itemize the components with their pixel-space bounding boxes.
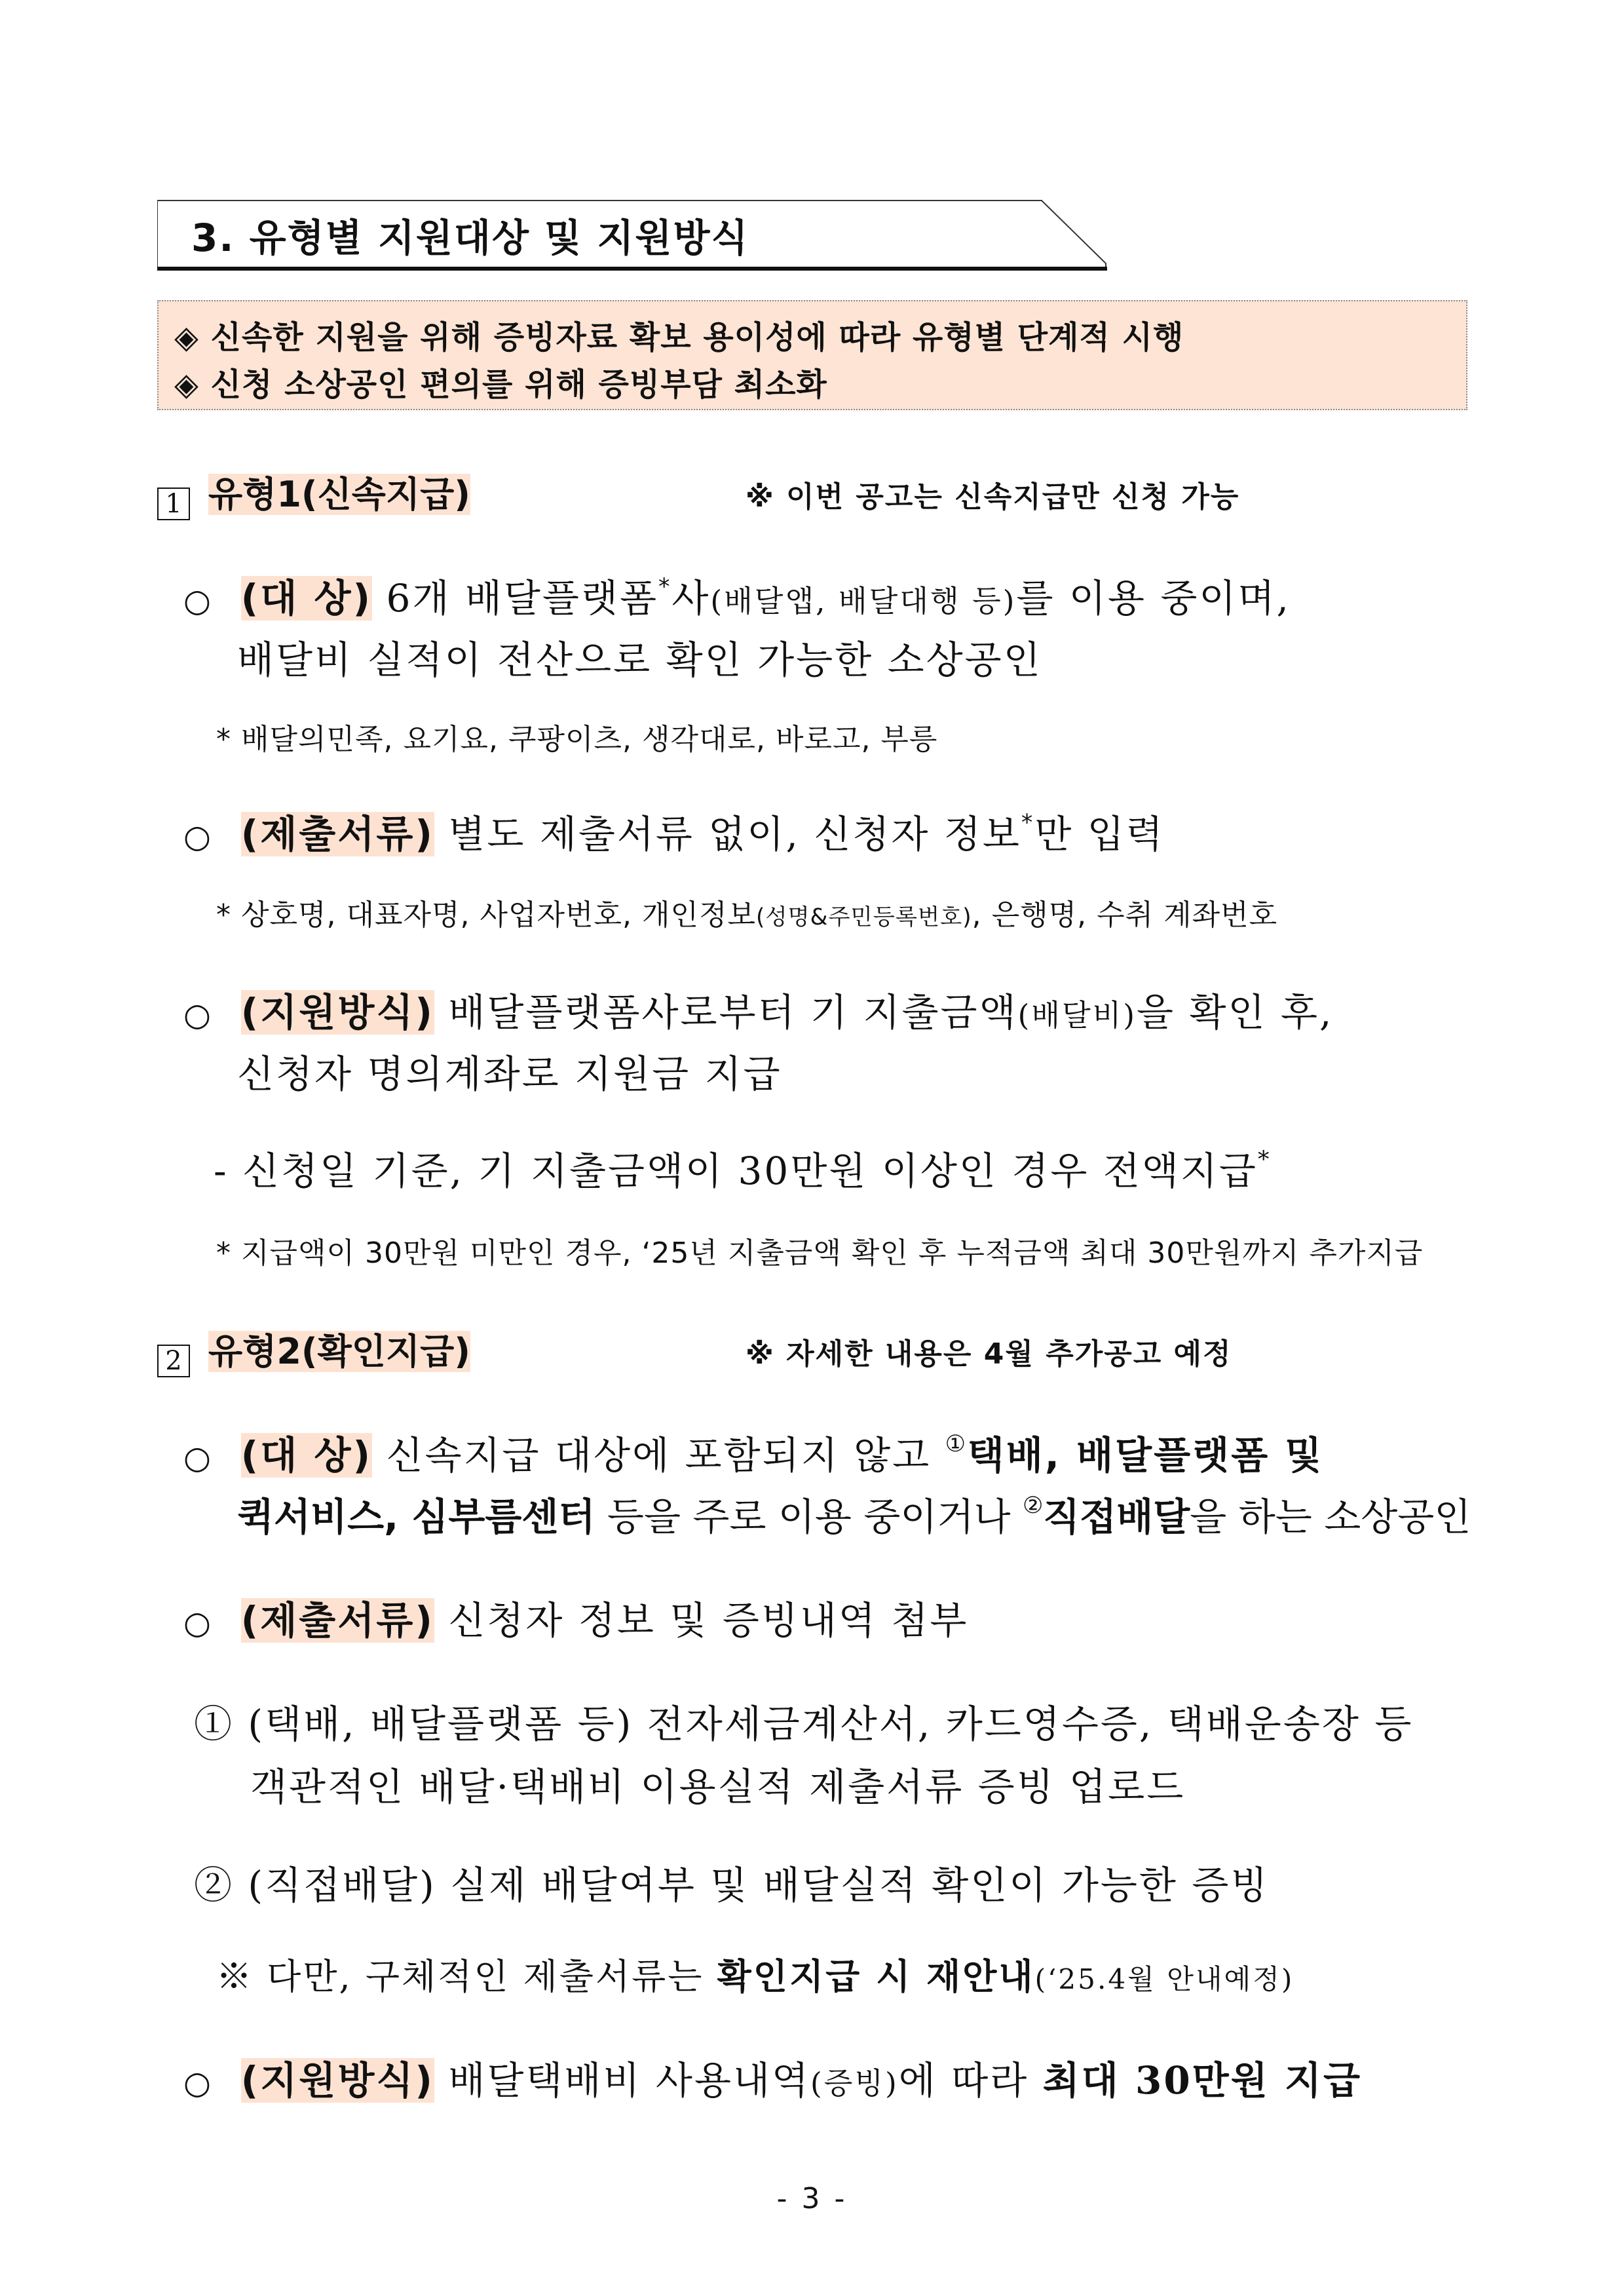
type2-item1-line1 [194,1693,1413,1748]
type2-item2-b: 실제 배달여부 및 배달실적 확인 [450,1863,1010,1907]
type1-heading: 유형1(신속지급) [208,474,470,515]
type1-docs-sup: * [1021,810,1035,837]
type1-target-footnote: * 배달의민족, 요기요, 쿠팡이츠, 생각대로, 바로고, 부릉 [216,723,938,756]
type1-target-b: 사 [671,576,711,621]
type2-method-c: 에 따라 [898,2058,1029,2103]
type2-item2-line [194,1854,1269,1909]
type2-docs-label: (제출서류) [240,1598,434,1643]
type2-method-d: 최대 30만원 지급 [1042,2058,1362,2103]
type2-circ1: ① [945,1431,968,1458]
type2-target-line2-c: 직접배달 [1043,1495,1190,1539]
type1-note: ※ 이번 공고는 신속지급만 신청 가능 [746,480,1240,514]
type2-notice-a: ※ 다만, 구체적인 제출서류는 [216,1956,704,1997]
type2-target-line2-b: 등을 주로 이용 중이거나 [607,1495,1011,1539]
bullet: ○ [183,818,213,855]
type1-method-line2: 신청자 명의계좌로 지원금 지급 [237,1052,782,1096]
type1-target-a: 6개 배달플랫폼 [386,576,658,621]
type2-item1-line2: 객관적인 배달·택배비 이용실적 제출서류 증빙 업로드 [250,1765,1186,1809]
type2-notice-c: (‘25.4월 안내예정) [1034,1963,1294,1995]
type2-target-b: 택배, 배달플랫폼 및 [967,1433,1324,1478]
type1-docs-b: 만 입력 [1034,812,1165,856]
type2-heading: 유형2(확인지급) [208,1331,470,1372]
type1-docs-a: 별도 제출서류 없이, 신청자 정보 [448,812,1021,856]
type2-item1-b: 전자세금계산서, 카드영수증, 택배운송장 등 [647,1702,1414,1746]
summary-box [157,300,1467,410]
type1-target-sup: * [658,574,672,601]
type1-dash-sup: * [1257,1147,1272,1174]
type1-target-line2: 배달비 실적이 전산으로 확인 가능한 소상공인 [237,638,1042,682]
section-title: 3. 유형별 지원대상 및 지원방식 [191,216,749,260]
type1-docs-footnote-b: (성명&주민등록번호) [755,904,972,930]
type1-target-line1 [183,567,1291,622]
type2-item2-c: 이 가능한 증빙 [1009,1863,1270,1907]
type1-docs-footnote-a: * 상호명, 대표자명, 사업자번호, 개인정보 [216,898,756,932]
type1-method-a: 배달플랫폼사로부터 기 지출금액 [448,990,1018,1035]
type1-docs-line [183,803,1165,858]
bullet: ○ [183,997,213,1033]
type2-item1-a: ① (택배, 배달플랫폼 등) [194,1702,633,1746]
type2-method-line [183,2050,1362,2105]
summary-line-2: ◈ 신청 소상공인 편의를 위해 증빙부담 최소화 [174,366,827,403]
summary-line-1: ◈ 신속한 지원을 위해 증빙자료 확보 용이성에 따라 유형별 단계적 시행 [174,319,1184,356]
bullet: ○ [183,2065,213,2101]
type1-target-label: (대 상) [240,576,373,621]
bullet: ○ [183,583,213,619]
type2-method-a: 배달택배비 사용내역 [448,2058,811,2103]
page-number: - 3 - [776,2182,848,2215]
type1-docs-footnote-c: , 은행명, 수취 계좌번호 [972,898,1278,932]
type1-dash-line [214,1140,1271,1195]
type2-target-a: 신속지급 대상에 포함되지 않고 [386,1433,932,1478]
type2-target-line2 [237,1486,1471,1541]
type2-item2-a: ② (직접배달) [194,1863,436,1907]
type2-method-b: (증빙) [810,2066,899,2101]
type1-docs-footnote [216,891,1277,933]
bullet: ○ [183,1440,213,1476]
type1-docs-label: (제출서류) [240,812,434,856]
type1-dash-footnote: * 지급액이 30만원 미만인 경우, ‘25년 지출금액 확인 후 누적금액 최대 30만원까지 추가지급 [216,1236,1424,1270]
type2-number-box: 2 [157,1345,190,1377]
type1-target-c: (배달앱, 배달대행 등) [710,584,1017,619]
type1-method-label: (지원방식) [240,990,434,1035]
section-title-tab [157,194,1120,274]
type2-method-label: (지원방식) [240,2058,434,2103]
type2-notice-b: 확인지급 시 재안내 [717,1956,1035,1997]
type2-circ2: ② [1022,1493,1044,1520]
type1-method-line1 [183,982,1333,1037]
type1-method-b: (배달비) [1017,998,1137,1033]
bullet: ○ [183,1605,213,1641]
type2-target-line2-a: 퀵서비스, 심부름센터 [237,1495,595,1539]
type1-target-d: 를 이용 중이며, [1016,576,1291,621]
type2-target-line1 [183,1425,1323,1480]
type2-target-label: (대 상) [240,1433,373,1478]
type2-note: ※ 자세한 내용은 4월 추가공고 예정 [746,1337,1232,1371]
type2-docs-line [183,1590,968,1645]
type2-heading-row [157,1324,470,1377]
type2-notice-line [216,1949,1294,1999]
type1-dash-text: - 신청일 기준, 기 지출금액이 30만원 이상인 경우 전액지급 [214,1149,1258,1193]
type1-heading-row [157,467,470,520]
type1-number-box: 1 [157,488,190,520]
type2-docs-text: 신청자 정보 및 증빙내역 첨부 [448,1598,969,1643]
type1-method-c: 을 확인 후, [1137,990,1334,1035]
type2-target-line2-d: 을 하는 소상공인 [1190,1495,1471,1539]
